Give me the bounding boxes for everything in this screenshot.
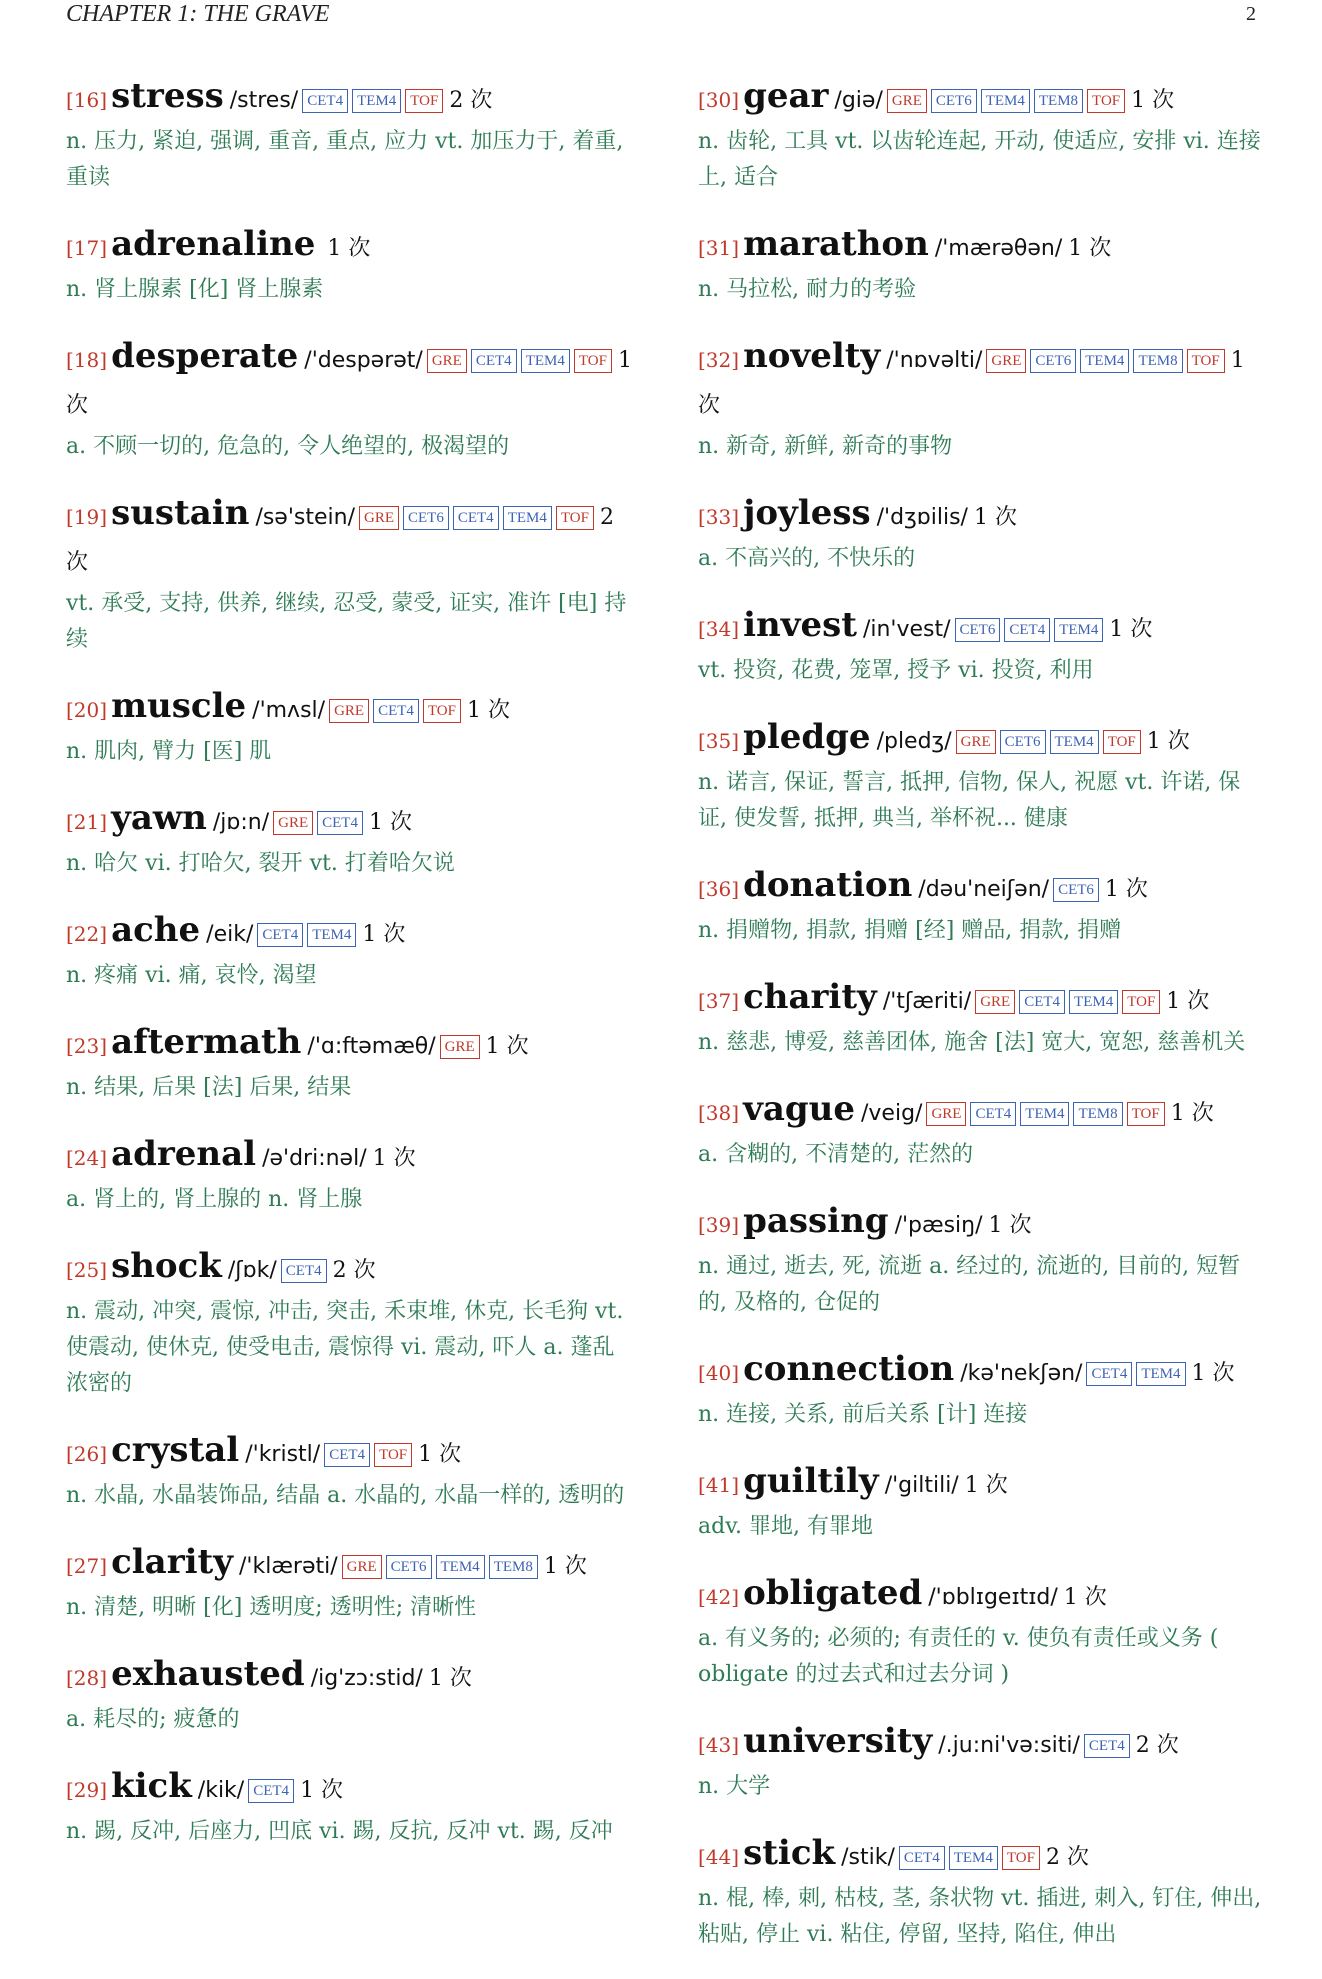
entry-frequency: 1 次 (485, 1034, 529, 1059)
exam-tag-badge: TOF (574, 349, 612, 373)
entry-headline (698, 863, 1268, 913)
entry-definition: n. 肾上腺素 [化] 肾上腺素 (66, 277, 324, 302)
vocab-entry (66, 684, 636, 770)
entry-number: [22] (66, 922, 108, 946)
entry-definition: n. 结果, 后果 [法] 后果, 结果 (66, 1075, 352, 1100)
right-column (698, 74, 1268, 1979)
exam-tag-badge: CET4 (302, 89, 348, 113)
vocab-entry (66, 1540, 636, 1626)
entry-phonetic: /'mʌsl/ (252, 698, 326, 723)
entry-headline (66, 74, 636, 124)
exam-tag-badge: CET6 (403, 506, 449, 530)
exam-tag-badge: TOF (1103, 730, 1141, 754)
entry-definition: n. 新奇, 新鲜, 新奇的事物 (698, 434, 953, 459)
exam-tag-badge: GRE (975, 990, 1015, 1014)
exam-tag-badge: TEM8 (1133, 349, 1182, 373)
exam-tag-badge: GRE (956, 730, 996, 754)
entry-headline (66, 222, 636, 272)
entry-word: joyless (743, 493, 871, 533)
entry-definition: n. 疼痛 vi. 痛, 哀怜, 渴望 (66, 963, 317, 988)
entry-word: adrenal (111, 1134, 257, 1174)
entry-frequency: 1 次 (300, 1778, 344, 1803)
entry-definition: n. 棍, 棒, 刺, 枯枝, 茎, 条状物 vt. 插进, 刺入, 钉住, 伸出, 粘贴, 停止 vi. 粘住, 停留, 坚持, 陷住, 伸出 (698, 1886, 1262, 1947)
entry-definition: a. 耗尽的; 疲惫的 (66, 1707, 240, 1732)
entry-word: pledge (743, 717, 871, 757)
entry-headline (66, 796, 636, 846)
entry-definition: n. 捐赠物, 捐款, 捐赠 [经] 赠品, 捐款, 捐赠 (698, 918, 1122, 943)
exam-tag-badge: CET6 (386, 1555, 432, 1579)
entry-definition: n. 通过, 逝去, 死, 流逝 a. 经过的, 流逝的, 目前的, 短暂的, 及格的, 仓促的 (698, 1254, 1241, 1315)
exam-tag-badge: CET4 (1086, 1362, 1132, 1386)
entry-number: [33] (698, 505, 740, 529)
exam-tag-badge: TEM4 (307, 923, 356, 947)
entry-phonetic: /ig'zɔ:stid/ (310, 1666, 423, 1691)
entry-word: sustain (111, 493, 250, 533)
entry-phonetic: /'kristl/ (245, 1442, 321, 1467)
entry-number: [17] (66, 236, 108, 260)
entry-number: [19] (66, 505, 108, 529)
entry-phonetic: /stres/ (229, 88, 299, 113)
exam-tag-badge: TOF (1002, 1846, 1040, 1870)
entry-definition: n. 踢, 反冲, 后座力, 凹底 vi. 踢, 反抗, 反冲 vt. 踢, 反冲 (66, 1819, 613, 1844)
entry-number: [37] (698, 989, 740, 1013)
entry-frequency: 1 次 (368, 810, 412, 835)
entry-definition: n. 连接, 关系, 前后关系 [计] 连接 (698, 1402, 1028, 1427)
vocab-entry (698, 334, 1268, 465)
entry-number: [16] (66, 88, 108, 112)
vocab-entry (66, 491, 636, 658)
exam-tag-badge: TOF (423, 699, 461, 723)
entry-headline (698, 1571, 1268, 1621)
entry-headline (66, 1652, 636, 1702)
entry-word: connection (743, 1349, 955, 1389)
entry-phonetic: /in'vest/ (862, 617, 951, 642)
entry-frequency: 1 次 (1109, 617, 1153, 642)
exam-tag-badge: TOF (1127, 1102, 1165, 1126)
entry-number: [42] (698, 1585, 740, 1609)
exam-tag-badge: CET4 (257, 923, 303, 947)
entry-headline (66, 1020, 636, 1070)
entry-word: clarity (111, 1542, 234, 1582)
left-column (66, 74, 636, 1876)
entry-frequency: 1 次 (973, 505, 1017, 530)
entry-headline (698, 603, 1268, 653)
entry-phonetic: /pledʒ/ (876, 729, 952, 754)
entry-definition: n. 慈悲, 博爱, 慈善团体, 施舍 [法] 宽大, 宽恕, 慈善机关 (698, 1030, 1246, 1055)
vocab-entry (66, 1764, 636, 1850)
page-number: 2 (1246, 2, 1256, 25)
entry-word: passing (743, 1201, 889, 1241)
exam-tag-badge: CET6 (931, 89, 977, 113)
entry-number: [26] (66, 1442, 108, 1466)
entry-word: ache (111, 910, 201, 950)
entry-definition: a. 不顾一切的, 危急的, 令人绝望的, 极渴望的 (66, 434, 510, 459)
entry-number: [35] (698, 729, 740, 753)
exam-tag-badge: TEM4 (436, 1555, 485, 1579)
entry-word: crystal (111, 1430, 240, 1470)
exam-tag-badge: GRE (342, 1555, 382, 1579)
exam-tag-badge: GRE (329, 699, 369, 723)
entry-frequency: 2 次 (332, 1258, 376, 1283)
vocab-entry (698, 863, 1268, 949)
entry-headline (66, 1540, 636, 1590)
entry-definition: n. 马拉松, 耐力的考验 (698, 277, 917, 302)
entry-word: vague (743, 1089, 855, 1129)
entry-headline (66, 1132, 636, 1182)
entry-frequency: 1 次 (1131, 88, 1175, 113)
entry-number: [44] (698, 1845, 740, 1869)
vocab-entry (698, 1719, 1268, 1805)
entry-definition: n. 大学 (698, 1774, 771, 1799)
entry-phonetic: /'despərət/ (304, 348, 423, 373)
entry-word: gear (743, 76, 829, 116)
entry-number: [20] (66, 698, 108, 722)
entry-frequency: 1 次 (988, 1213, 1032, 1238)
vocab-entry (66, 908, 636, 994)
entry-definition: adv. 罪地, 有罪地 (698, 1514, 873, 1539)
entry-number: [36] (698, 877, 740, 901)
entry-headline (698, 1831, 1268, 1881)
entry-number: [25] (66, 1258, 108, 1282)
entry-frequency: 1 次 (66, 348, 632, 418)
exam-tag-badge: GRE (440, 1035, 480, 1059)
exam-tag-badge: TOF (1187, 349, 1225, 373)
entry-word: exhausted (111, 1654, 305, 1694)
entry-number: [21] (66, 810, 108, 834)
exam-tag-badge: CET4 (471, 349, 517, 373)
exam-tag-badge: TEM4 (949, 1846, 998, 1870)
entry-frequency: 1 次 (1146, 729, 1190, 754)
exam-tag-badge: GRE (427, 349, 467, 373)
entry-frequency: 1 次 (1191, 1361, 1235, 1386)
exam-tag-badge: TEM4 (1080, 349, 1129, 373)
exam-tag-badge: TEM4 (1020, 1102, 1069, 1126)
entry-definition: n. 诺言, 保证, 誓言, 抵押, 信物, 保人, 祝愿 vt. 许诺, 保证, 使发誓, 抵押, 典当, 举杯祝... 健康 (698, 770, 1241, 831)
entry-word: desperate (111, 336, 299, 376)
vocab-entry (66, 334, 636, 465)
entry-number: [31] (698, 236, 740, 260)
entry-definition: vt. 投资, 花费, 笼罩, 授予 vi. 投资, 利用 (698, 658, 1094, 683)
entry-headline (698, 74, 1268, 124)
entry-headline (698, 1347, 1268, 1397)
vocab-entry (698, 1087, 1268, 1173)
exam-tag-badge: TOF (405, 89, 443, 113)
vocab-entry (698, 1459, 1268, 1545)
entry-phonetic: /dəu'neiʃən/ (918, 877, 1050, 902)
vocab-entry (698, 1571, 1268, 1693)
entry-number: [18] (66, 348, 108, 372)
entry-word: muscle (111, 686, 247, 726)
entry-headline (66, 684, 636, 734)
entry-phonetic: /'dʒɒilis/ (876, 505, 968, 530)
vocab-entry (66, 1244, 636, 1402)
entry-phonetic: /kə'nekʃən/ (960, 1361, 1083, 1386)
vocab-entry (698, 1199, 1268, 1321)
entry-frequency: 1 次 (1166, 989, 1210, 1014)
entry-headline (698, 334, 1268, 429)
entry-frequency: 1 次 (964, 1473, 1008, 1498)
exam-tag-badge: TEM4 (1054, 618, 1103, 642)
entry-headline (698, 975, 1268, 1025)
entry-word: kick (111, 1766, 192, 1806)
entry-definition: n. 水晶, 水晶装饰品, 结晶 a. 水晶的, 水晶一样的, 透明的 (66, 1483, 625, 1508)
vocab-entry (66, 1020, 636, 1106)
entry-definition: n. 清楚, 明晰 [化] 透明度; 透明性; 清晰性 (66, 1595, 477, 1620)
entry-phonetic: /'pæsiŋ/ (894, 1213, 983, 1238)
exam-tag-badge: CET4 (248, 1779, 294, 1803)
vocab-entry (698, 222, 1268, 308)
entry-headline (698, 222, 1268, 272)
entry-phonetic: /sə'stein/ (255, 505, 355, 530)
entry-number: [34] (698, 617, 740, 641)
entry-definition: a. 不高兴的, 不快乐的 (698, 546, 916, 571)
vocab-entry (66, 796, 636, 882)
entry-phonetic: /giə/ (834, 88, 883, 113)
entry-phonetic: /jɒ:n/ (212, 810, 270, 835)
entry-phonetic: /.ju:ni'və:siti/ (938, 1733, 1080, 1758)
exam-tag-badge: GRE (273, 811, 313, 835)
vocab-entry (698, 1831, 1268, 1953)
entry-frequency: 2 次 (449, 88, 493, 113)
entry-headline (66, 1428, 636, 1478)
exam-tag-badge: CET4 (1004, 618, 1050, 642)
entry-frequency: 1 次 (1063, 1585, 1107, 1610)
entry-headline (698, 491, 1268, 541)
entry-phonetic: /'ɑ:ftəmæθ/ (307, 1034, 436, 1059)
entry-word: invest (743, 605, 857, 645)
entry-number: [28] (66, 1666, 108, 1690)
vocab-entry (698, 491, 1268, 577)
entry-number: [32] (698, 348, 740, 372)
entry-phonetic: /'giltili/ (884, 1473, 959, 1498)
entry-phonetic: /'tʃæriti/ (882, 989, 972, 1014)
exam-tag-badge: CET4 (899, 1846, 945, 1870)
exam-tag-badge: CET4 (317, 811, 363, 835)
exam-tag-badge: CET6 (1000, 730, 1046, 754)
exam-tag-badge: TOF (1087, 89, 1125, 113)
entry-frequency: 1 次 (362, 922, 406, 947)
chapter-title: CHAPTER 1: THE GRAVE (66, 0, 330, 27)
entry-phonetic: /'nɒvəlti/ (886, 348, 983, 373)
exam-tag-badge: TEM4 (521, 349, 570, 373)
vocab-entry (698, 1347, 1268, 1433)
exam-tag-badge: TEM4 (981, 89, 1030, 113)
exam-tag-badge: TEM8 (489, 1555, 538, 1579)
entry-definition: a. 含糊的, 不清楚的, 茫然的 (698, 1142, 974, 1167)
entry-word: adrenaline (111, 224, 316, 264)
entry-definition: n. 齿轮, 工具 vt. 以齿轮连起, 开动, 使适应, 安排 vi. 连接上, 适合 (698, 129, 1261, 190)
entry-frequency: 1 次 (418, 1442, 462, 1467)
vocab-entry (66, 1428, 636, 1514)
exam-tag-badge: GRE (359, 506, 399, 530)
entry-phonetic: /ə'dri:nəl/ (262, 1146, 367, 1171)
entry-frequency: 1 次 (327, 236, 371, 261)
entry-headline (698, 1719, 1268, 1769)
entry-phonetic: /kik/ (197, 1778, 245, 1803)
entry-word: university (743, 1721, 933, 1761)
entry-word: novelty (743, 336, 881, 376)
exam-tag-badge: TEM4 (1050, 730, 1099, 754)
exam-tag-badge: TEM4 (352, 89, 401, 113)
exam-tag-badge: TEM4 (1069, 990, 1118, 1014)
entry-definition: n. 压力, 紧迫, 强调, 重音, 重点, 应力 vt. 加压力于, 着重, 重读 (66, 129, 624, 190)
entry-definition: n. 震动, 冲突, 震惊, 冲击, 突击, 禾束堆, 休克, 长毛狗 vt. 使震动, 使休克, 使受电击, 震惊得 vi. 震动, 吓人 a. 蓬乱浓密的 (66, 1299, 624, 1396)
exam-tag-badge: CET6 (1053, 878, 1099, 902)
entry-number: [27] (66, 1554, 108, 1578)
entry-headline (698, 1459, 1268, 1509)
entry-headline (66, 1244, 636, 1294)
vocab-entry (698, 74, 1268, 196)
exam-tag-badge: CET4 (373, 699, 419, 723)
entry-definition: n. 哈欠 vi. 打哈欠, 裂开 vt. 打着哈欠说 (66, 851, 455, 876)
entry-word: obligated (743, 1573, 923, 1613)
vocab-entry (698, 715, 1268, 837)
entry-frequency: 1 次 (466, 698, 510, 723)
entry-frequency: 2 次 (1045, 1845, 1089, 1870)
entry-phonetic: /veig/ (860, 1101, 923, 1126)
entry-headline (66, 1764, 636, 1814)
entry-word: shock (111, 1246, 222, 1286)
exam-tag-badge: CET4 (1084, 1734, 1130, 1758)
entry-headline (66, 334, 636, 429)
exam-tag-badge: CET6 (1030, 349, 1076, 373)
entry-word: donation (743, 865, 913, 905)
entry-word: stress (111, 76, 224, 116)
exam-tag-badge: TOF (374, 1443, 412, 1467)
entry-headline (66, 908, 636, 958)
entry-number: [30] (698, 88, 740, 112)
exam-tag-badge: TOF (1122, 990, 1160, 1014)
entry-phonetic: /ʃɒk/ (227, 1258, 277, 1283)
vocab-entry (66, 1652, 636, 1738)
entry-number: [40] (698, 1361, 740, 1385)
vocab-entry (66, 1132, 636, 1218)
entry-word: stick (743, 1833, 836, 1873)
entry-phonetic: /stik/ (841, 1845, 895, 1870)
entry-number: [38] (698, 1101, 740, 1125)
entry-headline (698, 1199, 1268, 1249)
entry-headline (698, 1087, 1268, 1137)
entry-headline (698, 715, 1268, 765)
exam-tag-badge: GRE (887, 89, 927, 113)
entry-number: [43] (698, 1733, 740, 1757)
entry-frequency: 2 次 (66, 505, 614, 575)
entry-frequency: 1 次 (1104, 877, 1148, 902)
entry-number: [39] (698, 1213, 740, 1237)
entry-word: aftermath (111, 1022, 302, 1062)
entry-frequency: 1 次 (428, 1666, 472, 1691)
entry-frequency: 1 次 (543, 1554, 587, 1579)
entry-word: charity (743, 977, 877, 1017)
entry-number: [41] (698, 1473, 740, 1497)
exam-tag-badge: CET4 (324, 1443, 370, 1467)
exam-tag-badge: CET6 (955, 618, 1001, 642)
vocab-entry (66, 74, 636, 196)
exam-tag-badge: TEM8 (1034, 89, 1083, 113)
entry-definition: vt. 承受, 支持, 供养, 继续, 忍受, 蒙受, 证实, 准许 [电] 持续 (66, 591, 627, 652)
exam-tag-badge: CET4 (1019, 990, 1065, 1014)
entry-phonetic: /'mærəθən/ (934, 236, 1063, 261)
entry-frequency: 1 次 (1170, 1101, 1214, 1126)
entry-phonetic: /'ɒblɪgeɪtɪd/ (928, 1585, 1058, 1610)
entry-phonetic: /eik/ (206, 922, 254, 947)
entry-definition: n. 肌肉, 臂力 [医] 肌 (66, 739, 272, 764)
entry-number: [23] (66, 1034, 108, 1058)
entry-frequency: 1 次 (698, 348, 1245, 418)
entry-word: yawn (111, 798, 207, 838)
exam-tag-badge: GRE (926, 1102, 966, 1126)
exam-tag-badge: TEM4 (1136, 1362, 1185, 1386)
exam-tag-badge: TOF (556, 506, 594, 530)
exam-tag-badge: TEM8 (1073, 1102, 1122, 1126)
entry-definition: a. 有义务的; 必须的; 有责任的 v. 使负有责任或义务 ( obligate 的过去式和过去分词 ) (698, 1626, 1219, 1687)
exam-tag-badge: TEM4 (503, 506, 552, 530)
exam-tag-badge: CET4 (970, 1102, 1016, 1126)
entry-word: marathon (743, 224, 929, 264)
exam-tag-badge: GRE (986, 349, 1026, 373)
entry-number: [29] (66, 1778, 108, 1802)
entry-headline (66, 491, 636, 586)
entry-frequency: 1 次 (1068, 236, 1112, 261)
exam-tag-badge: CET4 (453, 506, 499, 530)
entry-frequency: 2 次 (1135, 1733, 1179, 1758)
vocab-entry (698, 975, 1268, 1061)
vocab-entry (698, 603, 1268, 689)
vocab-entry (66, 222, 636, 308)
entry-word: guiltily (743, 1461, 879, 1501)
entry-definition: a. 肾上的, 肾上腺的 n. 肾上腺 (66, 1187, 363, 1212)
entry-frequency: 1 次 (372, 1146, 416, 1171)
page-header (66, 0, 1256, 28)
entry-number: [24] (66, 1146, 108, 1170)
entry-phonetic: /'klærəti/ (239, 1554, 338, 1579)
exam-tag-badge: CET4 (281, 1259, 327, 1283)
